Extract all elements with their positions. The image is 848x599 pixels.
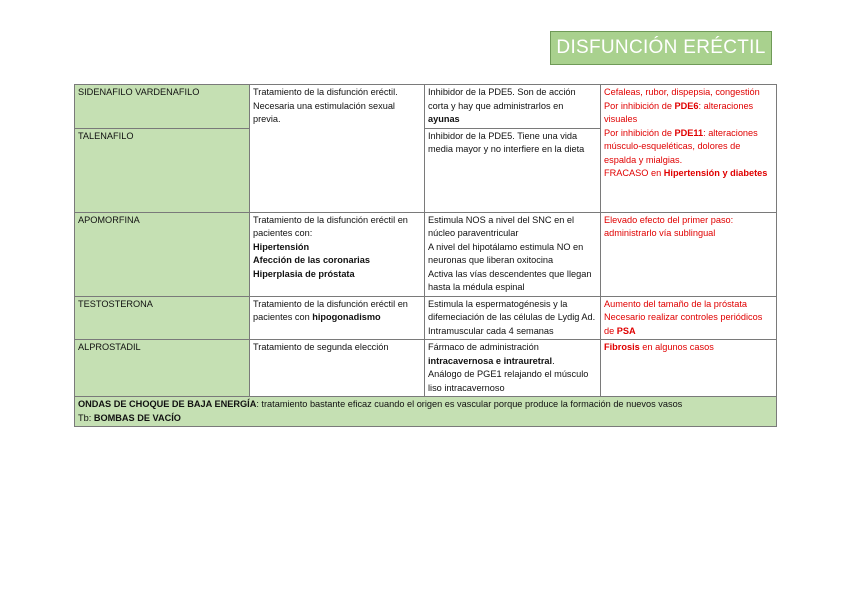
indication-cell-alprostadil: Tratamiento de segunda elección (250, 340, 425, 397)
effect-text: Por inhibición de (604, 127, 675, 138)
indication-item: Hipertensión (253, 241, 310, 252)
drug-cell-alprostadil: ALPROSTADIL (75, 340, 250, 397)
footer-bold: ONDAS DE CHOQUE DE BAJA ENERGÍA (78, 399, 257, 409)
drug-table (74, 84, 777, 427)
footer-cell (75, 397, 777, 427)
effect-text: en algunos casos (639, 342, 714, 352)
effect-text: Por inhibición de (604, 100, 675, 111)
mechanism-line: Activa las vías descendentes que llegan hasta la médula espinal (428, 268, 592, 292)
mechanism-cell-testosterone: Estimula la espermatogénesis y la difemeciación de las células de Lydig Ad. Intramuscular cada 4 semanas (425, 296, 601, 340)
table-row (75, 85, 777, 129)
effect-line (604, 311, 772, 338)
indication-cell-sildenafil: Tratamiento de la disfunción eréctil. Necesaria una estimulación sexual previa. (250, 85, 425, 213)
indication-text: Tratamiento de la disfunción eréctil en pacientes con: (253, 214, 408, 238)
effect-bold: PDE6 (674, 100, 699, 111)
indication-item: Hiperplasia de próstata (253, 268, 355, 279)
effect-bold: PDE11 (674, 127, 704, 138)
mechanism-text: . (552, 355, 555, 366)
footer-line (78, 412, 772, 426)
drug-cell-testosterone: TESTOSTERONA (75, 296, 250, 340)
mechanism-text: Fármaco de administración (428, 342, 539, 352)
page-title: DISFUNCIÓN ERÉCTIL (550, 31, 772, 65)
effect-text: : alteraciones visuales (604, 100, 754, 124)
effect-line (604, 100, 772, 127)
mechanism-cell-alprostadil (425, 340, 601, 397)
effect-text: Necesario realizar controles periódicos de (604, 312, 763, 336)
drug-cell-apomorphine: APOMORFINA (75, 212, 250, 296)
effects-cell-testosterone (601, 296, 777, 340)
table-row (75, 296, 777, 340)
mechanism-cell-sildenafil (425, 85, 601, 129)
indication-item: Afección de las coronarias (253, 255, 370, 265)
indication-cell-testosterone (250, 296, 425, 340)
mechanism-bold: ayunas (428, 114, 460, 124)
table-row (75, 212, 777, 296)
mechanism-text: Inhibidor de la PDE5. Son de acción corta y hay que administrarlos en (428, 87, 576, 111)
effect-line (604, 167, 772, 181)
table-row (75, 340, 777, 397)
mechanism-line: A nivel del hipotálamo estimula NO en neuronas que liberan oxitocina (428, 241, 584, 265)
effects-cell-alprostadil (601, 340, 777, 397)
effect-line: Cefaleas, rubor, dispepsia, congestión (604, 87, 760, 97)
table-row-footer (75, 397, 777, 427)
drug-cell-sildenafil: SIDENAFILO VARDENAFILO (75, 85, 250, 129)
footer-text: : tratamiento bastante eficaz cuando el origen es vascular porque produce la formación de nuevos vasos (256, 399, 683, 409)
mechanism-bold: intracavernosa e intrauretral (428, 355, 553, 366)
effects-cell-ipde5 (601, 85, 777, 213)
mechanism-line (428, 341, 596, 368)
drug-cell-tadalafil: TALENAFILO (75, 128, 250, 212)
footer-text: Tb: (78, 412, 94, 423)
effect-text: : alteraciones músculo-esqueléticas, dolores de espalda y mialgias. (604, 127, 758, 165)
indication-cell-apomorphine (250, 212, 425, 296)
effect-line (604, 127, 772, 168)
footer-bold: BOMBAS DE VACÍO (93, 412, 181, 423)
effect-line: Aumento del tamaño de la próstata (604, 298, 748, 309)
effect-bold: PSA (616, 325, 636, 336)
footer-line (78, 398, 772, 412)
indication-text: Tratamiento de la disfunción eréctil en pacientes con (253, 298, 408, 322)
effect-bold: Fibrosis (604, 342, 640, 352)
effect-bold: Hipertensión y diabetes (663, 168, 768, 178)
mechanism-line: Análogo de PGE1 relajando el músculo liso intracavernoso (428, 369, 589, 393)
mechanism-line: Estimula NOS a nivel del SNC en el núcleo paraventricular (428, 214, 575, 238)
mechanism-cell-apomorphine (425, 212, 601, 296)
effect-text: FRACASO en (604, 168, 664, 178)
mechanism-cell-tadalafil: Inhibidor de la PDE5. Tiene una vida media mayor y no interfiere en la dieta (425, 128, 601, 212)
effects-cell-apomorphine: Elevado efecto del primer paso: administrarlo vía sublingual (601, 212, 777, 296)
indication-bold: hipogonadismo (312, 312, 381, 322)
